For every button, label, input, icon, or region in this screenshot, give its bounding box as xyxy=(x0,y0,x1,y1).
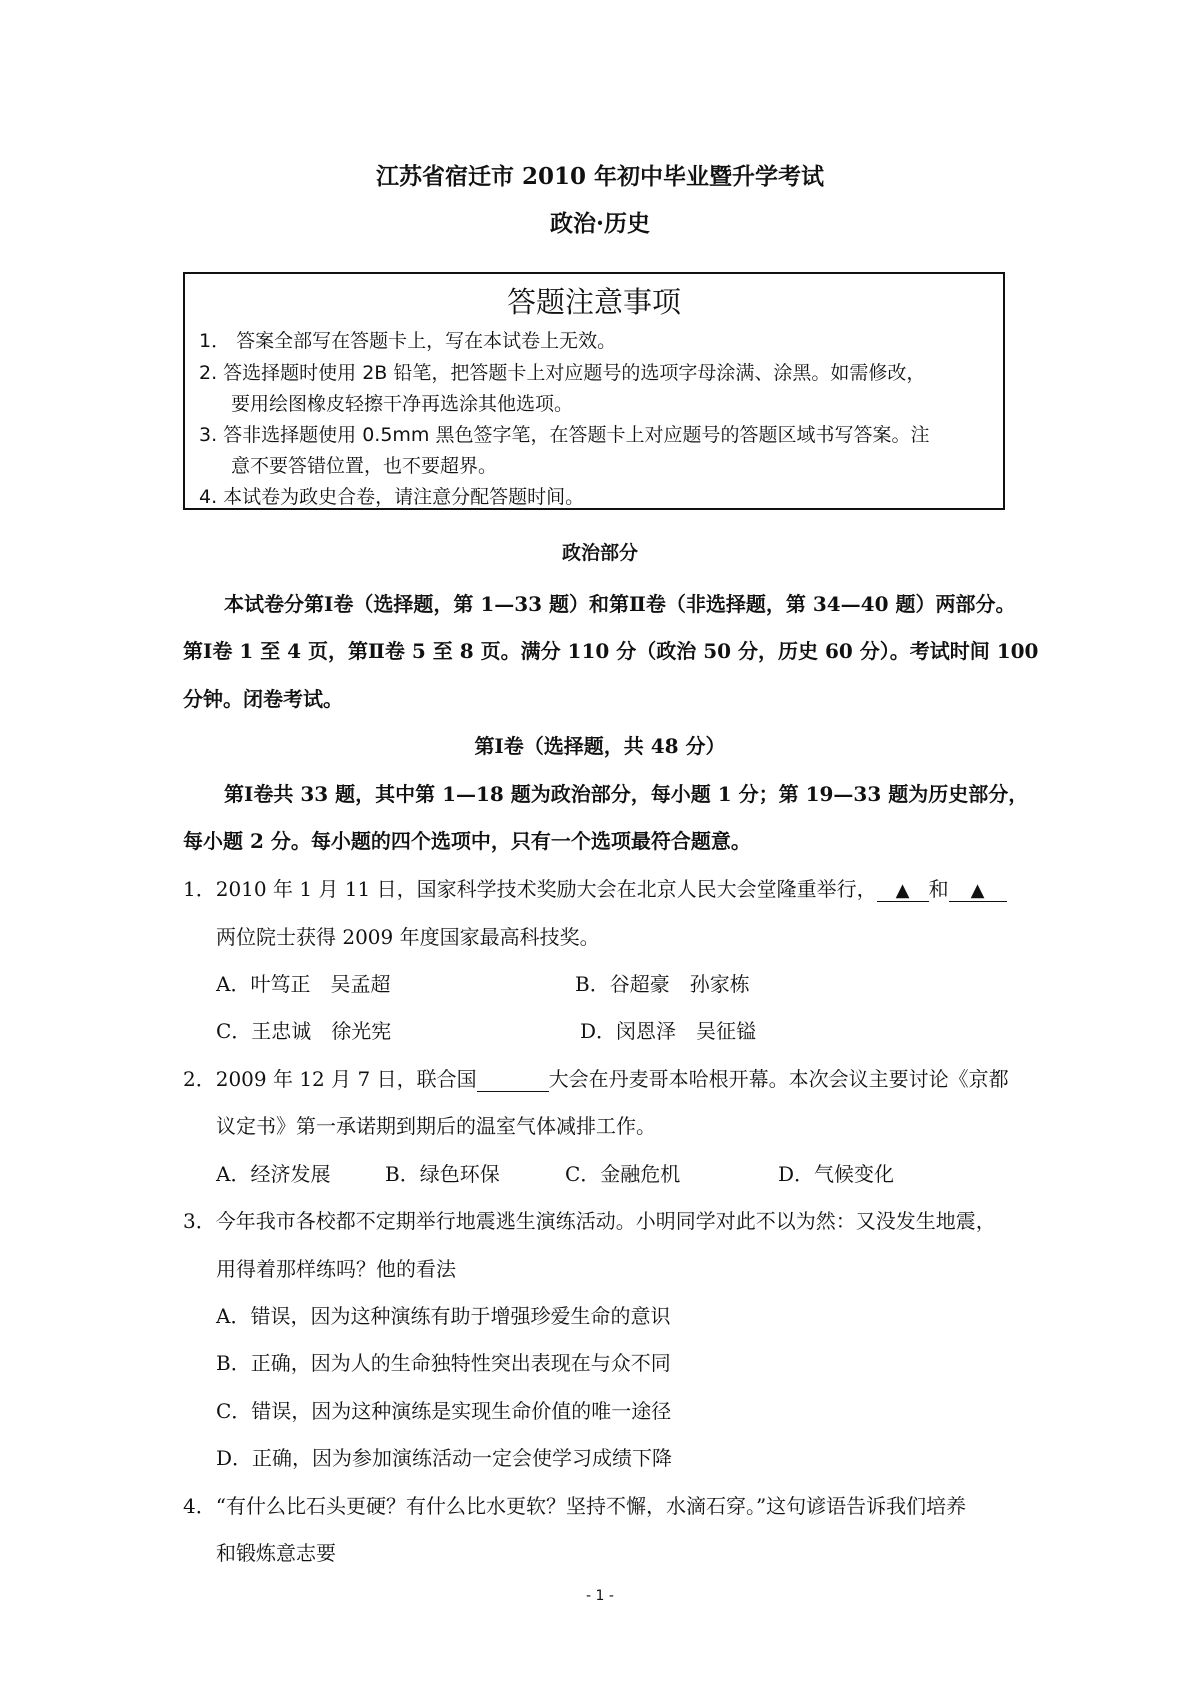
option-d: D．正确，因为参加演练活动一定会使学习成绩下降 xyxy=(216,1446,673,1470)
option-a: A．叶笃正 吴孟超 xyxy=(216,972,391,996)
option-a: A．经济发展 xyxy=(216,1162,331,1186)
option-d: D．气候变化 xyxy=(778,1162,895,1186)
question-3-text: 3．今年我市各校都不定期举行地震逃生演练活动。小明同学对此不以为然：又没发生地震， xyxy=(183,1209,996,1233)
answer-blank: ▲ xyxy=(949,880,1007,902)
question-4-text-continued: 和锻炼意志要 xyxy=(216,1541,336,1565)
notice-item: 1． 答案全部写在答题卡上，写在本试卷上无效。 xyxy=(199,330,617,352)
option-b: B．绿色环保 xyxy=(385,1162,500,1186)
question-3-text-continued: 用得着那样练吗？他的看法 xyxy=(216,1257,456,1281)
section-title: 政治部分 xyxy=(561,542,638,564)
option-b: B．正确，因为人的生命独特性突出表现在与众不同 xyxy=(216,1351,671,1375)
part-title: 第Ⅰ卷（选择题，共 48 分） xyxy=(474,734,726,758)
notice-box xyxy=(183,272,1005,510)
intro-line: 第Ⅰ卷 1 至 4 页，第Ⅱ卷 5 至 8 页。满分 110 分（政治 50 分，历史 60 分）。考试时间 100 xyxy=(183,639,1039,663)
question-2-text: 2．2009 年 12 月 7 日，联合国 xyxy=(183,1067,477,1091)
option-c: C．金融危机 xyxy=(565,1162,681,1186)
question-1-text: 1．2010 年 1 月 11 日，国家科学技术奖励大会在北京人民大会堂隆重举行， xyxy=(183,877,877,901)
answer-blank xyxy=(477,1067,549,1092)
question-2-text-continued: 议定书》第一承诺期到期后的温室气体减排工作。 xyxy=(216,1114,656,1138)
notice-item: 3. 答非选择题使用 0.5mm 黑色签字笔，在答题卡上对应题号的答题区域书写答案。注 xyxy=(199,424,930,446)
intro-line: 分钟。闭卷考试。 xyxy=(183,687,343,711)
exam-subtitle: 政治·历史 xyxy=(549,210,650,237)
option-a: A．错误，因为这种演练有助于增强珍爱生命的意识 xyxy=(216,1304,671,1328)
notice-item: 4. 本试卷为政史合卷，请注意分配答题时间。 xyxy=(199,486,585,508)
notice-item-continued: 要用绘图橡皮轻擦干净再选涂其他选项。 xyxy=(231,393,574,415)
option-b: B．谷超豪 孙家栋 xyxy=(575,972,750,996)
question-2-text: 大会在丹麦哥本哈根开幕。本次会议主要讨论《京都 xyxy=(548,1067,1009,1091)
page-number: - 1 - xyxy=(586,1588,614,1604)
option-c: C．错误，因为这种演练是实现生命价值的唯一途径 xyxy=(216,1399,672,1423)
question-2-stem xyxy=(183,1063,1009,1092)
notice-item: 2. 答选择题时使用 2B 铅笔，把答题卡上对应题号的选项字母涂满、涂黑。如需修改， xyxy=(199,362,926,384)
notice-heading: 答题注意事项 xyxy=(506,285,681,319)
option-c: C．王忠诚 徐光宪 xyxy=(216,1019,392,1043)
question-1-stem xyxy=(183,873,1007,902)
option-d: D．闵恩泽 吴征镒 xyxy=(580,1019,757,1043)
intro-line: 本试卷分第Ⅰ卷（选择题，第 1—33 题）和第Ⅱ卷（非选择题，第 34—40 题）两部分。 xyxy=(224,592,1016,616)
notice-item-continued: 意不要答错位置，也不要超界。 xyxy=(231,455,498,477)
answer-blank: ▲ xyxy=(877,880,929,902)
question-1-joiner: 和 xyxy=(928,877,949,901)
part-intro-line: 每小题 2 分。每小题的四个选项中，只有一个选项最符合题意。 xyxy=(183,829,751,853)
question-1-text-continued: 两位院士获得 2009 年度国家最高科技奖。 xyxy=(216,925,600,949)
part-intro-line: 第Ⅰ卷共 33 题，其中第 1—18 题为政治部分，每小题 1 分；第 19—33 题为历史部分， xyxy=(224,782,1029,806)
question-4-text: 4．“有什么比石头更硬？有什么比水更软？坚持不懈，水滴石穿。”这句谚语告诉我们培养 xyxy=(183,1494,967,1518)
exam-title: 江苏省宿迁市 2010 年初中毕业暨升学考试 xyxy=(375,163,825,190)
